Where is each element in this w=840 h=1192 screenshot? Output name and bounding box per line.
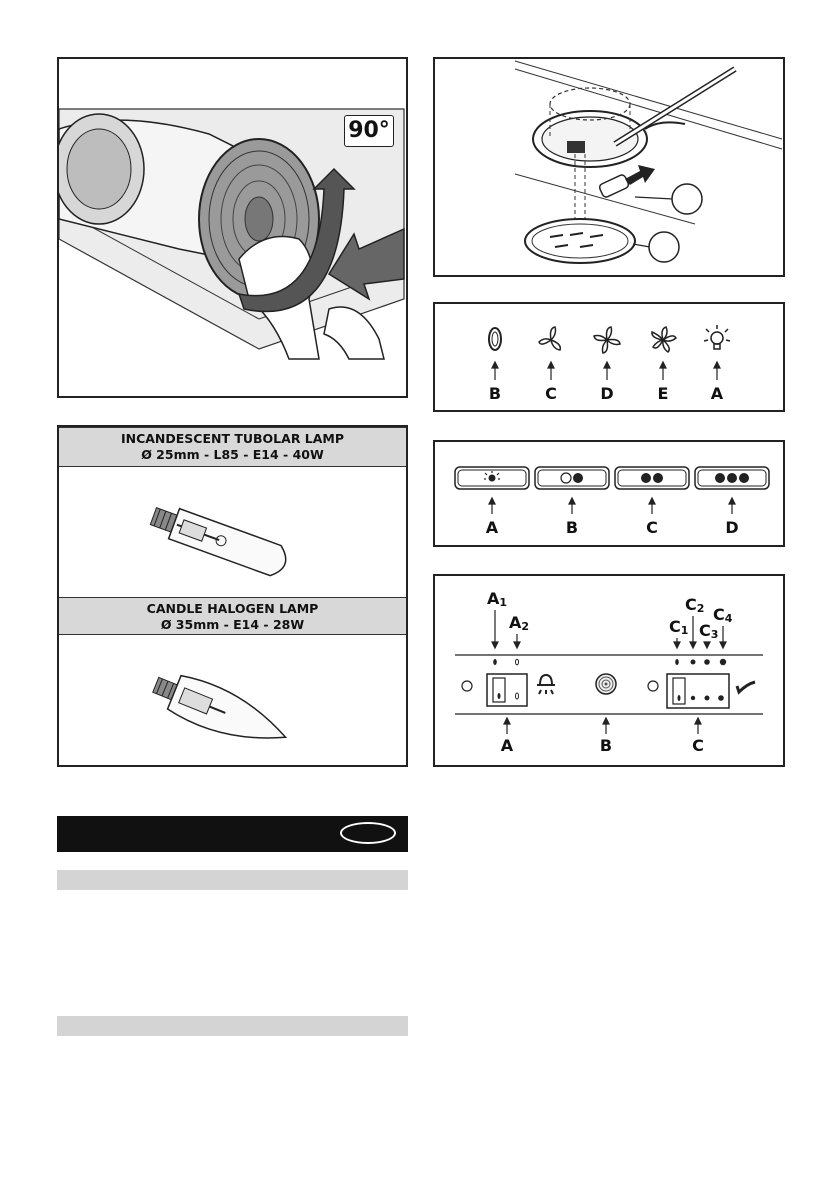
lamp-2-spec: Ø 35mm - E14 - 28W <box>160 617 305 632</box>
rotary-control-figure <box>433 302 785 412</box>
lamp-removal-illustration <box>435 59 783 275</box>
lamp-types-figure <box>57 425 408 767</box>
label-a2: A2 <box>509 613 530 633</box>
fan-icon <box>737 682 755 692</box>
slider-control-figure <box>433 574 785 767</box>
fan-slider <box>667 674 729 708</box>
push-button-diagram <box>435 442 783 545</box>
lamp-icon <box>704 325 730 349</box>
light-icon <box>537 675 555 694</box>
hood-rotation-figure <box>57 57 408 398</box>
hood-rotation-illustration <box>59 59 406 396</box>
fan-speed-3-icon <box>652 327 676 352</box>
knob-label-d: D <box>600 384 614 403</box>
fan-speed-2-icon <box>594 327 620 353</box>
label-c2: C2 <box>685 595 705 615</box>
lamp-1-header <box>59 427 406 467</box>
lamp-1-name: INCANDESCENT TUBOLAR LAMP <box>120 431 345 446</box>
subsection-bar-1 <box>57 870 408 890</box>
button-label-d: D <box>725 518 739 537</box>
slider-label-b: B <box>599 736 613 755</box>
lamp-1-spec: Ø 25mm - L85 - E14 - 40W <box>141 447 324 462</box>
slider-label-c: C <box>692 736 704 755</box>
light-slider <box>487 674 527 706</box>
lamp-2-header <box>59 597 406 635</box>
fan-speed-1-icon <box>539 327 560 350</box>
lamp-2-name: CANDLE HALOGEN LAMP <box>146 601 319 616</box>
rotary-control-diagram <box>435 304 783 410</box>
rotary-knob <box>596 674 616 694</box>
section-header-bar <box>57 816 408 852</box>
tubular-lamp-illustration <box>59 467 406 597</box>
rotation-badge <box>344 115 394 147</box>
button-label-c: C <box>646 518 658 537</box>
language-badge-oval <box>340 822 396 844</box>
subsection-bar-2 <box>57 1016 408 1036</box>
rotation-badge-text: 90° <box>348 118 390 143</box>
button-label-b: B <box>565 518 579 537</box>
speed-3-icon <box>715 473 749 483</box>
slider-label-a: A <box>500 736 514 755</box>
lamp-removal-figure <box>433 57 785 277</box>
led-left <box>462 681 472 691</box>
led-right <box>648 681 658 691</box>
candle-lamp-illustration <box>59 635 406 765</box>
knob-label-e: E <box>657 384 669 403</box>
button-label-a: A <box>485 518 499 537</box>
slider-control-diagram <box>435 576 783 765</box>
power-ring-icon <box>489 328 501 350</box>
label-c3: C3 <box>699 621 719 641</box>
label-a1: A1 <box>487 589 508 609</box>
knob-label-b: B <box>488 384 502 403</box>
push-button-figure <box>433 440 785 547</box>
knob-label-c: C <box>545 384 557 403</box>
knob-label-a: A <box>710 384 724 403</box>
label-c1: C1 <box>669 617 689 637</box>
label-c4: C4 <box>713 605 733 625</box>
